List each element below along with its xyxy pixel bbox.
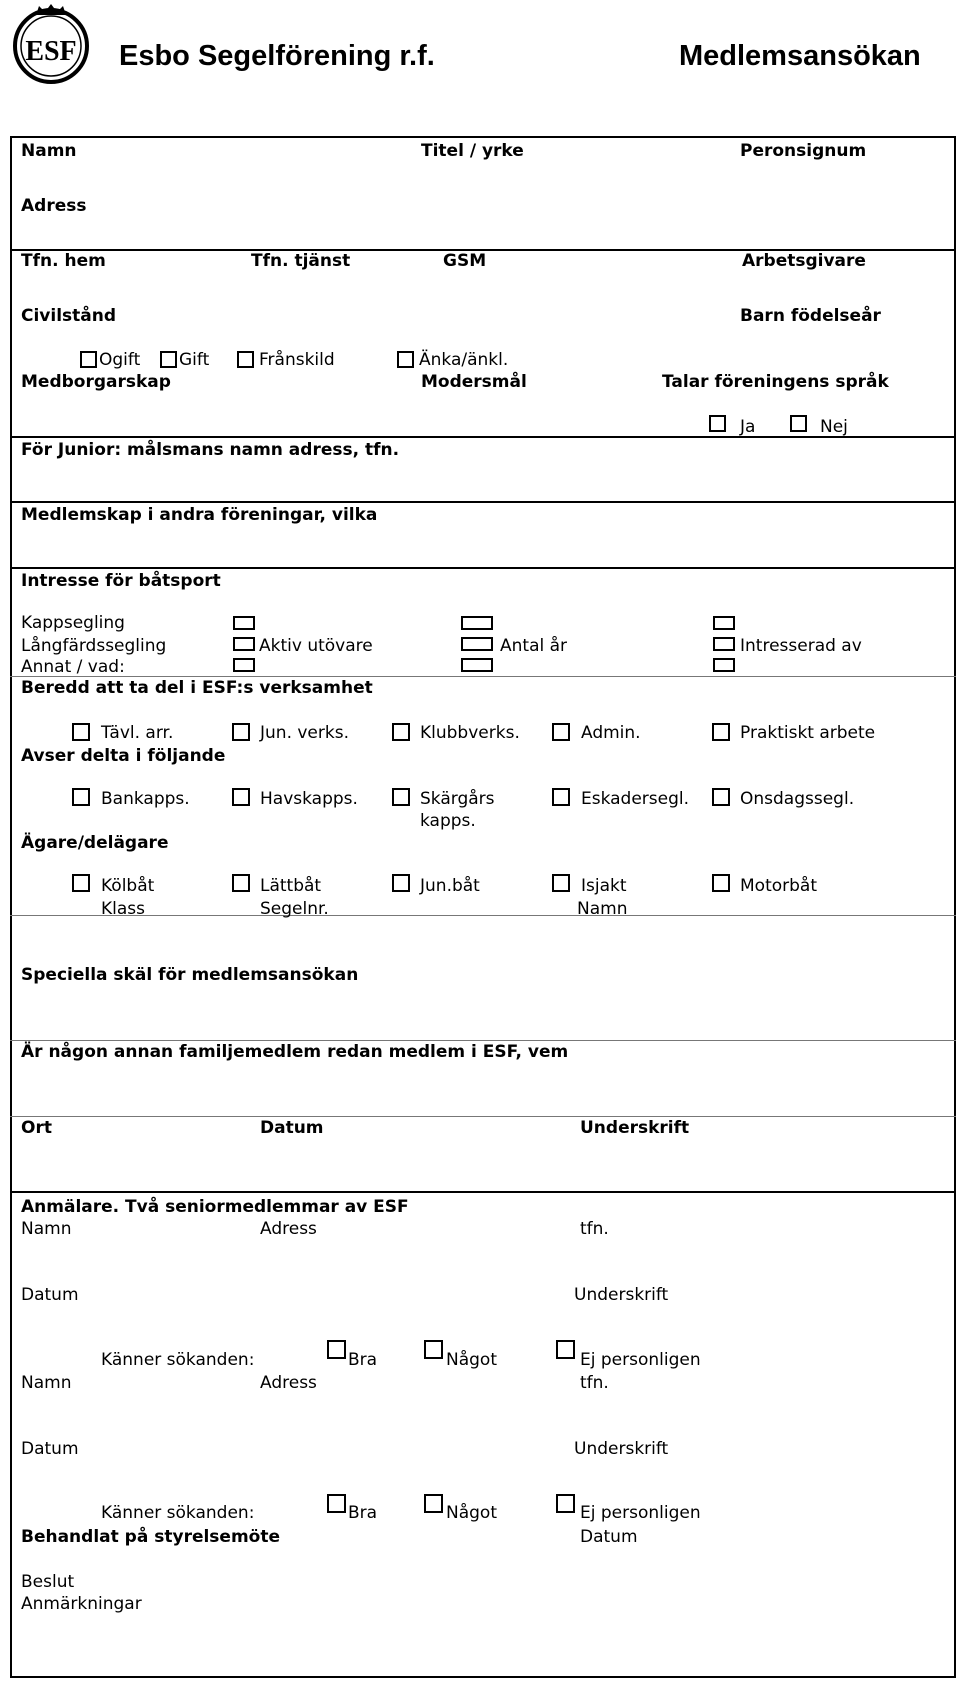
divider: [10, 1040, 956, 1041]
label-ort: Ort: [21, 1118, 52, 1138]
checkbox-gift[interactable]: [160, 351, 177, 368]
anmalare1-namn: Namn: [21, 1219, 72, 1239]
checkbox-aktiv-2[interactable]: [233, 637, 255, 651]
label-junior: För Junior: målsmans namn adress, tfn.: [21, 440, 400, 460]
checkbox-anmalare1-nagot[interactable]: [424, 1340, 443, 1359]
checkbox-admin[interactable]: [552, 723, 570, 741]
divider: [10, 567, 956, 569]
esf-logo: [10, 2, 92, 84]
divider: [10, 915, 956, 916]
checkbox-klubbverks[interactable]: [392, 723, 410, 741]
anmalare2-nagot: Något: [446, 1503, 497, 1523]
label-avser: Avser delta i följande: [21, 746, 226, 766]
option-tavl-arr: Tävl. arr.: [101, 723, 174, 743]
option-ja: Ja: [740, 417, 756, 437]
option-nej: Nej: [820, 417, 848, 437]
label-intresse: Intresse för båtsport: [21, 571, 221, 591]
anmalare2-ej: Ej personligen: [580, 1503, 701, 1523]
option-havskapps: Havskapps.: [260, 789, 358, 809]
checkbox-anmalare1-bra[interactable]: [327, 1340, 346, 1359]
checkbox-antal-1[interactable]: [461, 616, 493, 630]
checkbox-ogift[interactable]: [80, 351, 97, 368]
label-anmarkningar: Anmärkningar: [21, 1594, 142, 1614]
label-andra-foreningar: Medlemskap i andra föreningar, vilka: [21, 505, 378, 525]
form-title: Medlemsansökan: [679, 40, 921, 72]
label-modersmal: Modersmål: [421, 372, 527, 392]
option-bankapps: Bankapps.: [101, 789, 190, 809]
checkbox-havskapps[interactable]: [232, 788, 250, 806]
anmalare1-kanner: Känner sökanden:: [101, 1350, 255, 1370]
checkbox-antal-3[interactable]: [461, 658, 493, 672]
label-intresserad-av: Intresserad av: [740, 636, 862, 656]
anmalare1-ej: Ej personligen: [580, 1350, 701, 1370]
option-isjakt: Isjakt: [581, 876, 627, 896]
checkbox-isjakt[interactable]: [552, 874, 570, 892]
checkbox-kolbat[interactable]: [72, 874, 90, 892]
label-anmalare: Anmälare. Två seniormedlemmar av ESF: [21, 1197, 409, 1217]
label-tfn-hem: Tfn. hem: [21, 251, 106, 271]
checkbox-junbat[interactable]: [392, 874, 410, 892]
option-skargars-line2: kapps.: [420, 811, 476, 831]
label-adress: Adress: [21, 196, 87, 216]
checkbox-nej[interactable]: [790, 415, 807, 432]
label-antal-ar: Antal år: [500, 636, 568, 656]
label-gsm: GSM: [443, 251, 487, 271]
anmalare2-tfn: tfn.: [580, 1373, 609, 1393]
checkbox-jun-verks[interactable]: [232, 723, 250, 741]
divider: [10, 1191, 956, 1193]
option-lattbat: Lättbåt: [260, 876, 322, 896]
label-barn: Barn födelseår: [740, 306, 881, 326]
checkbox-anmalare2-bra[interactable]: [327, 1494, 346, 1513]
label-klass: Klass: [101, 899, 146, 919]
checkbox-aktiv-1[interactable]: [233, 616, 255, 630]
divider: [10, 501, 956, 503]
checkbox-lattbat[interactable]: [232, 874, 250, 892]
checkbox-intresserad-1[interactable]: [713, 616, 735, 630]
option-eskadersegl: Eskadersegl.: [581, 789, 690, 809]
option-motorbat: Motorbåt: [740, 876, 817, 896]
anmalare1-adress: Adress: [260, 1219, 317, 1239]
label-behandlat: Behandlat på styrelsemöte: [21, 1527, 281, 1547]
option-praktiskt: Praktiskt arbete: [740, 723, 876, 743]
option-anka: Änka/änkl.: [419, 350, 509, 370]
option-admin: Admin.: [581, 723, 641, 743]
label-talar-sprak: Talar föreningens språk: [662, 372, 889, 392]
option-skargars: Skärgårs: [420, 789, 495, 809]
option-onsdagssegl: Onsdagssegl.: [740, 789, 855, 809]
label-speciella: Speciella skäl för medlemsansökan: [21, 965, 359, 985]
checkbox-antal-2[interactable]: [461, 637, 493, 651]
anmalare2-namn: Namn: [21, 1373, 72, 1393]
label-datum: Datum: [260, 1118, 324, 1138]
intresse-kappsegling: Kappsegling: [21, 613, 125, 633]
intresse-langfard: Långfärdssegling: [21, 636, 167, 656]
option-jun-verks: Jun. verks.: [260, 723, 349, 743]
label-familj: Är någon annan familjemedlem redan medlem i ESF, vem: [21, 1042, 569, 1062]
anmalare2-adress: Adress: [260, 1373, 317, 1393]
checkbox-bankapps[interactable]: [72, 788, 90, 806]
intresse-annat: Annat / vad:: [21, 657, 125, 677]
anmalare2-kanner: Känner sökanden:: [101, 1503, 255, 1523]
label-styrelse-datum: Datum: [580, 1527, 638, 1547]
label-agare: Ägare/delägare: [21, 833, 169, 853]
checkbox-intresserad-3[interactable]: [713, 658, 735, 672]
label-personsignum: Peronsignum: [740, 141, 867, 161]
label-tfn-tjanst: Tfn. tjänst: [251, 251, 351, 271]
checkbox-skargars[interactable]: [392, 788, 410, 806]
option-ogift: Ogift: [99, 350, 141, 370]
label-bat-namn: Namn: [577, 899, 628, 919]
checkbox-motorbat[interactable]: [712, 874, 730, 892]
label-medborgarskap: Medborgarskap: [21, 372, 171, 392]
anmalare1-bra: Bra: [348, 1350, 378, 1370]
label-namn: Namn: [21, 141, 77, 161]
divider: [10, 1116, 956, 1117]
checkbox-anmalare2-nagot[interactable]: [424, 1494, 443, 1513]
anmalare1-nagot: Något: [446, 1350, 497, 1370]
divider: [10, 676, 956, 677]
anmalare1-underskrift: Underskrift: [574, 1285, 669, 1305]
option-junbat: Jun.båt: [420, 876, 480, 896]
label-aktiv-utovare: Aktiv utövare: [259, 636, 373, 656]
anmalare2-underskrift: Underskrift: [574, 1439, 669, 1459]
checkbox-tavl-arr[interactable]: [72, 723, 90, 741]
checkbox-onsdagssegl[interactable]: [712, 788, 730, 806]
label-beslut: Beslut: [21, 1572, 75, 1592]
checkbox-ja[interactable]: [709, 415, 726, 432]
label-civilstand: Civilstånd: [21, 306, 117, 326]
checkbox-franskild[interactable]: [237, 351, 254, 368]
option-kolbat: Kölbåt: [101, 876, 155, 896]
label-arbetsgivare: Arbetsgivare: [742, 251, 866, 271]
checkbox-intresserad-2[interactable]: [713, 637, 735, 651]
logo-text: ESF: [25, 36, 77, 67]
org-name: Esbo Segelförening r.f.: [119, 40, 435, 72]
anmalare1-datum: Datum: [21, 1285, 79, 1305]
checkbox-aktiv-3[interactable]: [233, 658, 255, 672]
anmalare2-bra: Bra: [348, 1503, 378, 1523]
label-segelnr: Segelnr.: [260, 899, 329, 919]
anmalare2-datum: Datum: [21, 1439, 79, 1459]
checkbox-anmalare2-ej[interactable]: [556, 1494, 575, 1513]
label-beredd: Beredd att ta del i ESF:s verksamhet: [21, 678, 373, 698]
anmalare1-tfn: tfn.: [580, 1219, 609, 1239]
divider: [10, 436, 956, 438]
option-franskild: Frånskild: [259, 350, 335, 370]
label-titel: Titel / yrke: [421, 141, 524, 161]
option-klubbverks: Klubbverks.: [420, 723, 520, 743]
label-underskrift: Underskrift: [580, 1118, 690, 1138]
checkbox-eskadersegl[interactable]: [552, 788, 570, 806]
checkbox-praktiskt[interactable]: [712, 723, 730, 741]
option-gift: Gift: [179, 350, 210, 370]
checkbox-anmalare1-ej[interactable]: [556, 1340, 575, 1359]
checkbox-anka[interactable]: [397, 351, 414, 368]
